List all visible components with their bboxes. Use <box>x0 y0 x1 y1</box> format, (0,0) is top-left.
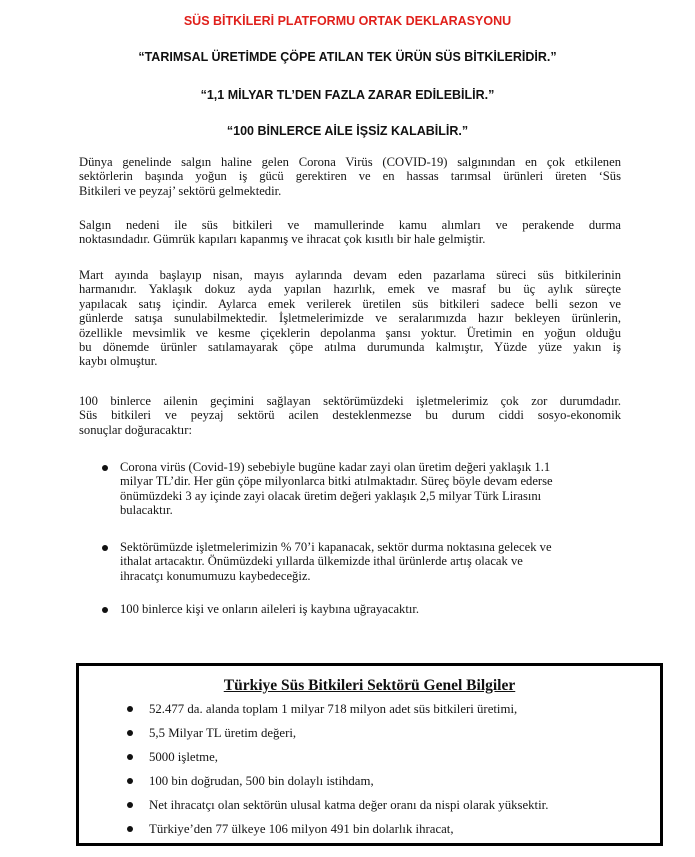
consequence-bullet-list <box>98 540 628 583</box>
paragraph-line: günlerde satışa sunulabilmektedir. İşletmelerimizde ve seralarımızda hazır bekleyen ürünlerin, <box>79 311 621 326</box>
paragraph-line: sonuçlar doğuracaktır: <box>79 422 192 437</box>
bullet-item <box>98 460 628 518</box>
info-item <box>123 750 548 774</box>
paragraph-3 <box>79 268 621 369</box>
info-box-list <box>123 702 548 846</box>
paragraph-line: Salgın nedeni ile süs bitkileri ve mamullerinde kamu alımları ve perakende durma <box>79 218 621 232</box>
bullet-dot-icon <box>102 545 108 551</box>
info-item-text: 5,5 Milyar TL üretim değeri, <box>149 726 297 740</box>
paragraph-2 <box>79 218 621 247</box>
headline-1: “TARIMSAL ÜRETİMDE ÇÖPE ATILAN TEK ÜRÜN SÜS BİTKİLERİDİR.” <box>138 50 557 64</box>
bullet-dot-icon <box>127 802 133 808</box>
paragraph-line: Bitkileri ve peyzaj’ sektörü gelmektedir. <box>79 183 282 198</box>
paragraph-line: yapılacak satış içindir. Aylarca emek verilerek üretilen süs bitkileri sadece belli sezon ve <box>79 296 621 311</box>
bullet-dot-icon <box>127 778 133 784</box>
bullet-line: önümüzdeki 3 ay içinde zayi olacak üretim değeri yaklaşık 2,5 milyar Türk Lirasını <box>120 488 542 503</box>
bullet-dot-icon <box>102 465 108 471</box>
paragraph-line: harmanıdır. Yaklaşık dokuz ayda yapılan hazırlık, emek ve masraf bu üç aylık süreçte <box>79 282 621 297</box>
paragraph-line: sektörlerin başında yoğun iş gücü gerektiren ve en hassas tarımsal ürünleri üreten ‘Süs <box>79 169 621 184</box>
info-item <box>123 726 548 750</box>
bullet-dot-icon <box>127 826 133 832</box>
bullet-line: Corona virüs (Covid-19) sebebiyle bugüne kadar zayi olan üretim değeri yaklaşık 1.1 <box>120 460 551 474</box>
paragraph-line: Dünya genelinde salgın haline gelen Corona Virüs (COVID-19) salgınından en çok etkilenen <box>79 155 621 169</box>
bullet-item <box>98 540 628 583</box>
info-item <box>123 822 548 846</box>
consequence-bullet-list <box>98 602 628 616</box>
bullet-line: Sektörümüzde işletmelerimizin % 70’i kapanacak, sektör durma noktasına gelecek ve <box>120 540 552 554</box>
paragraph-1 <box>79 155 621 198</box>
info-item-text: Net ihracatçı olan sektörün ulusal katma değer oranı da nispi olarak yüksektir. <box>149 798 549 812</box>
info-item <box>123 702 548 726</box>
bullet-item <box>98 602 628 616</box>
bullet-line: bulacaktır. <box>120 503 173 518</box>
headline-2: “1,1 MİLYAR TL’DEN FAZLA ZARAR EDİLEBİLİR.” <box>200 88 495 102</box>
bullet-dot-icon <box>127 706 133 712</box>
sector-info-box <box>76 663 663 846</box>
paragraph-4 <box>79 394 621 437</box>
paragraph-line: bu dönemde ürünler satılamayarak çöpe atılma durumunda kalmıştır, Yüzde yüze yakın iş <box>79 340 621 355</box>
info-item-text: 52.477 da. alanda toplam 1 milyar 718 milyon adet süs bitkileri üretimi, <box>149 702 518 716</box>
info-item-text: 5000 işletme, <box>149 750 218 764</box>
paragraph-line: Mart ayında başlayıp nisan, mayıs aylarında devam eden pazarlama süreci süs bitkilerinin <box>79 268 621 282</box>
paragraph-line: özellikle mevsimlik ve kesme çiçeklerin depolanma şansı yoktur. Üretimin en yoğun olduğu <box>79 325 621 340</box>
info-item-text: Türkiye’den 77 ülkeye 106 milyon 491 bin dolarlık ihracat, <box>149 822 454 836</box>
bullet-line: milyar TL’dir. Her gün çöpe milyonlarca bitki atılmaktadır. Süreç böyle devam ederse <box>120 474 553 489</box>
bullet-dot-icon <box>127 754 133 760</box>
consequence-bullet-list <box>98 460 628 518</box>
bullet-dot-icon <box>102 607 108 613</box>
info-box-title: Türkiye Süs Bitkileri Sektörü Genel Bilgiler <box>223 677 516 694</box>
headline-3: “100 BİNLERCE AİLE İŞSİZ KALABİLİR.” <box>226 124 469 138</box>
paragraph-line: noktasındadır. Gümrük kapıları kapanmış ve ihracat çok kısıtlı bir hale gelmiştir. <box>79 232 486 247</box>
bullet-line: 100 binlerce kişi ve onların aileleri iş kaybına uğrayacaktır. <box>120 602 419 616</box>
paragraph-line: kaybı olmuştur. <box>79 354 158 369</box>
info-item <box>123 798 548 822</box>
info-item <box>123 774 548 798</box>
bullet-line: ihracatçı konumumuzu kaybedeceğiz. <box>120 568 311 583</box>
paragraph-line: 100 binlerce ailenin geçimini sağlayan sektörümüzdeki işletmelerimiz çok zor durumdadır. <box>79 394 621 408</box>
info-item-text: 100 bin doğrudan, 500 bin dolaylı istihdam, <box>149 774 374 788</box>
bullet-dot-icon <box>127 730 133 736</box>
bullet-line: ithalat artacaktır. Önümüzdeki yıllarda ülkemizde ithal ürünlerde artış olacak ve <box>120 554 523 569</box>
document-title: SÜS BİTKİLERİ PLATFORMU ORTAK DEKLARASYONU <box>183 14 512 28</box>
paragraph-line: Süs bitkileri ve peyzaj sektörü acilen desteklenmezse bu durum ciddi sosyo-ekonomik <box>79 408 621 423</box>
